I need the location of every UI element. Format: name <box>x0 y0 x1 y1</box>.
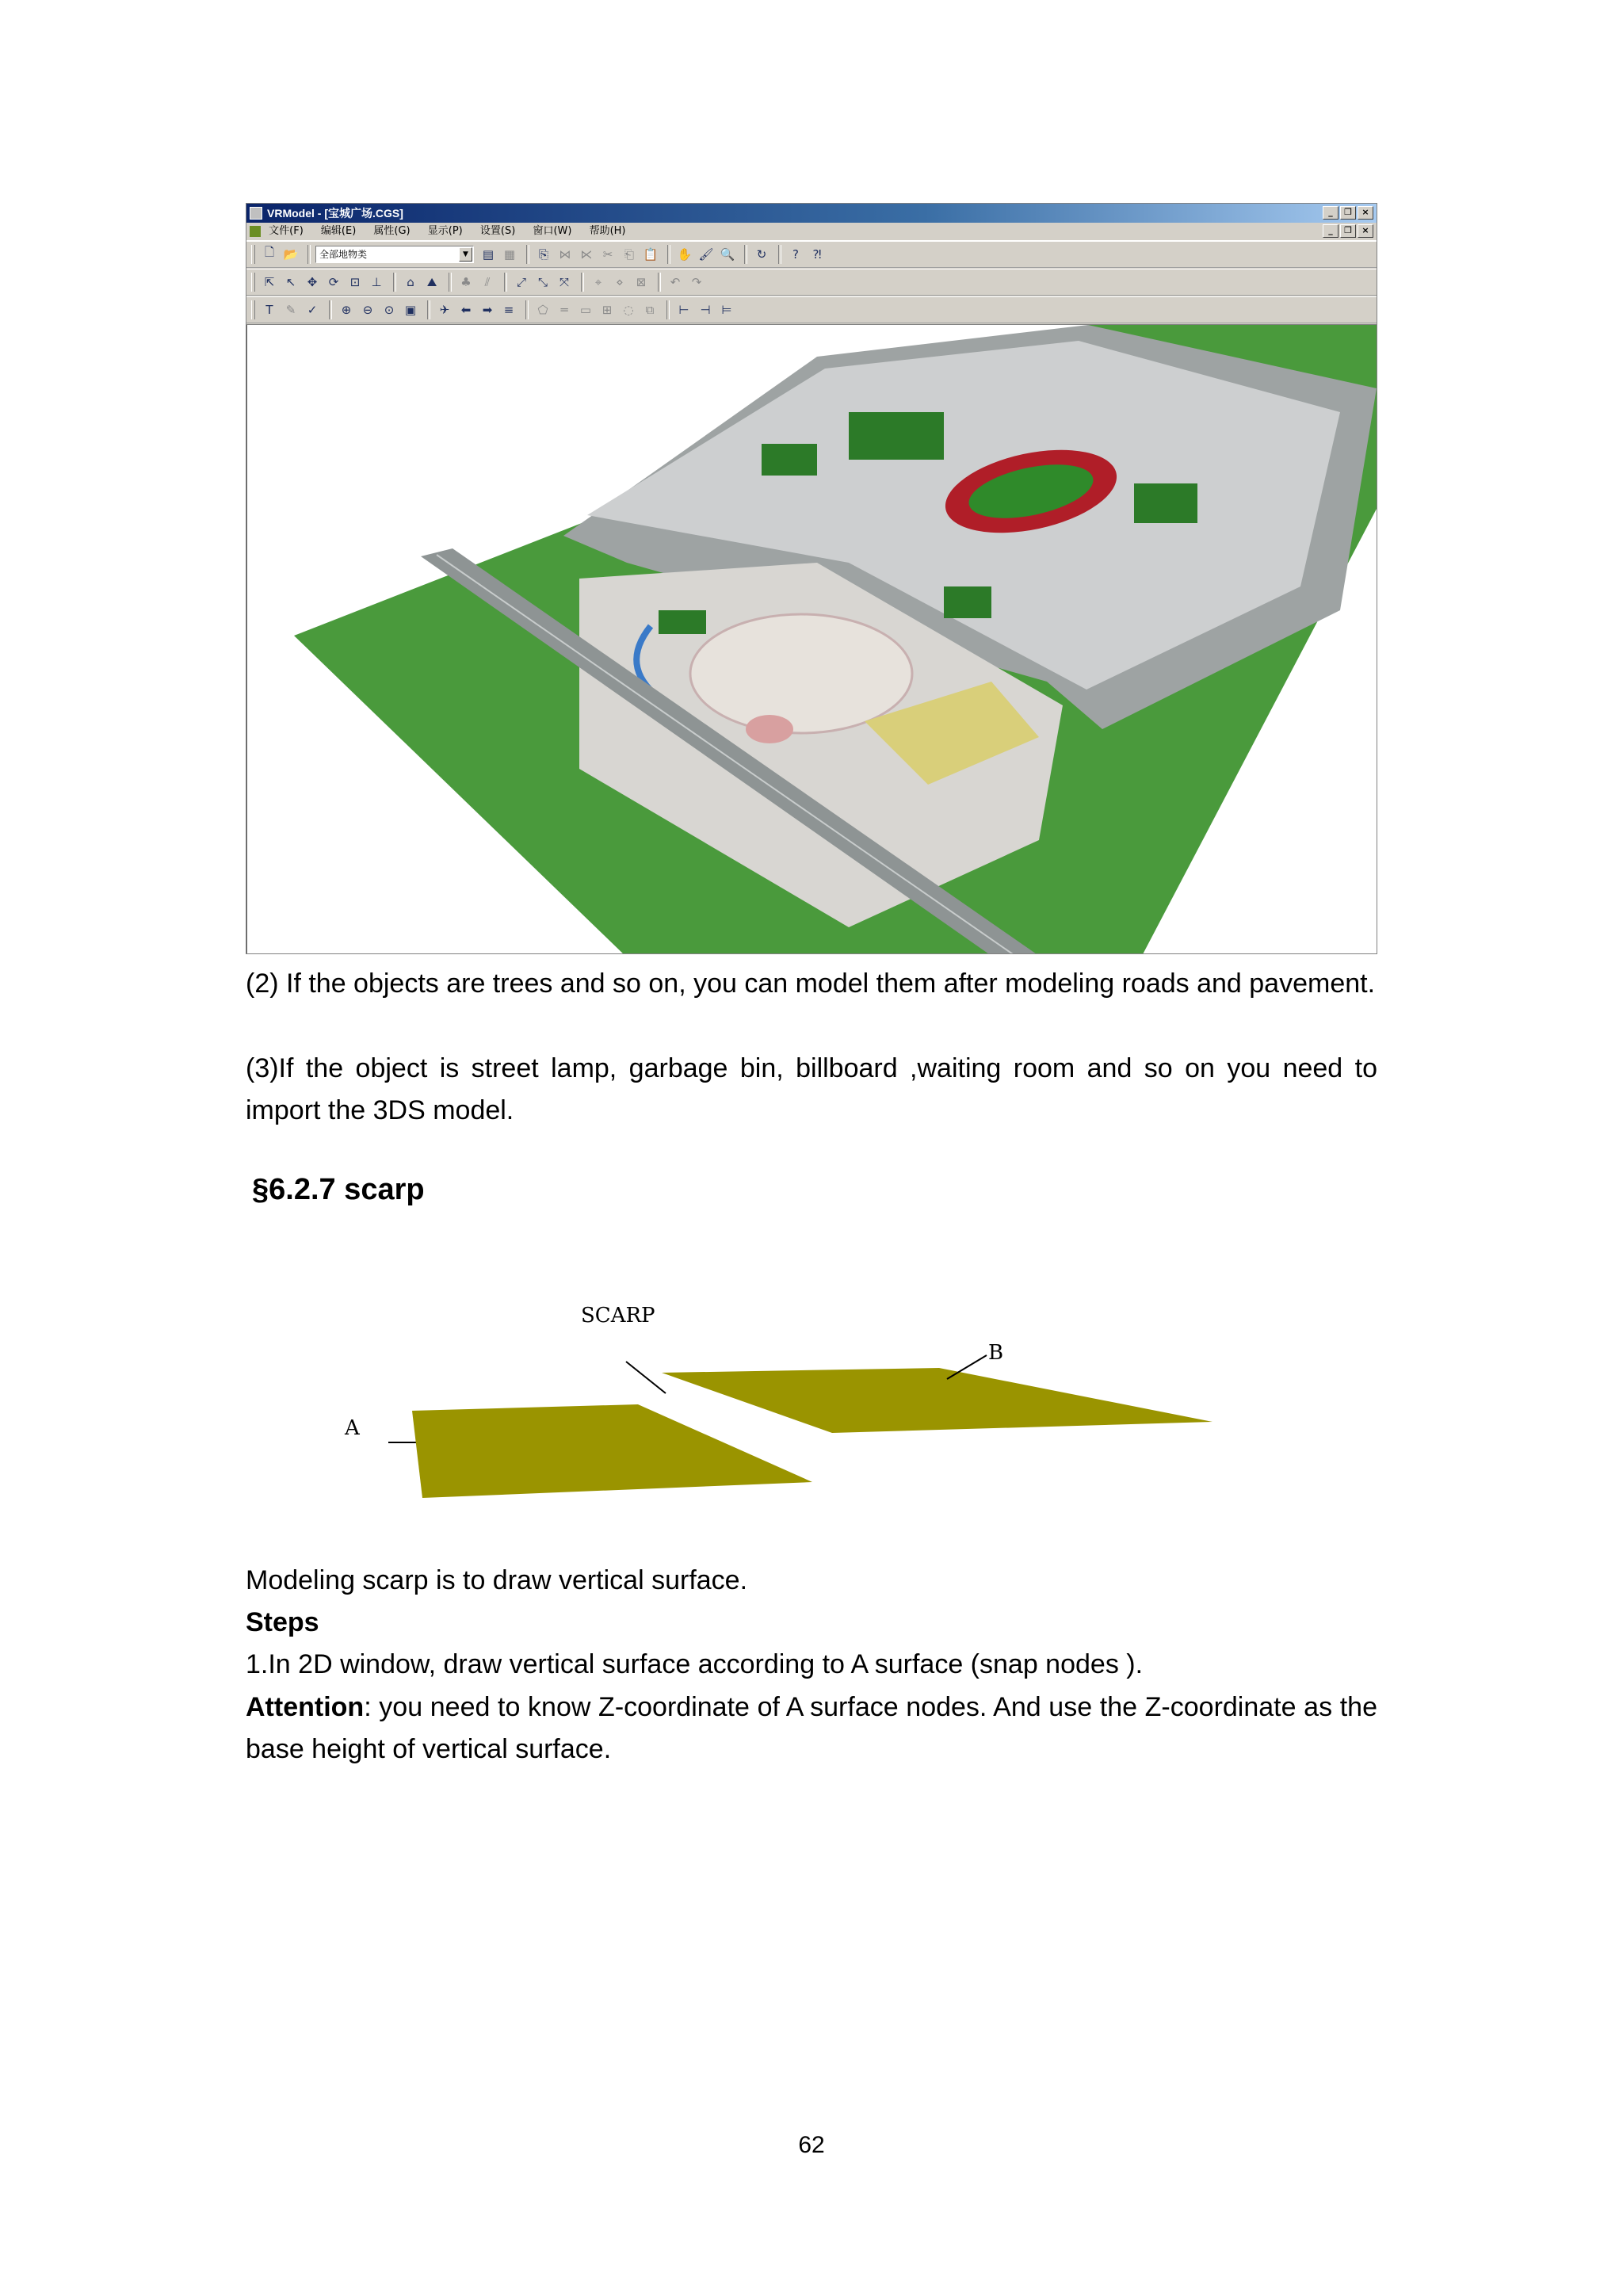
zoom-out-icon[interactable]: ⊖ <box>362 302 373 317</box>
doc-restore-button[interactable]: ❐ <box>1340 224 1356 238</box>
rotate-icon[interactable]: ⟳ <box>328 274 339 289</box>
step-1: 1.In 2D window, draw vertical surface according to A surface (snap nodes ). <box>246 1649 1144 1679</box>
measure-end-icon[interactable]: ⊣ <box>700 302 711 317</box>
toolbar-separator <box>581 273 584 292</box>
axis-x-icon[interactable]: ⤢ <box>516 274 526 289</box>
toolbar-separator <box>427 300 430 319</box>
menu-file[interactable]: 文件(F) <box>269 225 304 237</box>
menu-help[interactable]: 帮助(H) <box>589 225 626 237</box>
toolbar-separator <box>525 300 529 319</box>
menu-window[interactable]: 窗口(W) <box>533 225 572 237</box>
terrain-icon[interactable]: ⛰ <box>426 274 437 289</box>
3d-viewport[interactable] <box>246 324 1377 954</box>
doc-minimize-button[interactable]: _ <box>1323 224 1338 238</box>
copy-icon[interactable]: ⎗ <box>624 246 634 262</box>
split-icon[interactable]: ⋉ <box>580 246 593 262</box>
intro-text: Modeling scarp is to draw vertical surface. <box>246 1565 748 1595</box>
menu-settings[interactable]: 设置(S) <box>479 225 516 237</box>
undo-icon[interactable]: ↶ <box>670 274 681 289</box>
line-icon[interactable]: ═ <box>560 302 568 317</box>
toolbar-separator <box>744 245 747 264</box>
section-heading: §6.2.7 scarp <box>252 1173 425 1206</box>
paragraph-2: (2) If the objects are trees and so on, you can model them after modeling roads and pavement. <box>246 968 1376 999</box>
axis-y-icon[interactable]: ⤡ <box>537 274 548 289</box>
doc-close-button[interactable]: × <box>1358 224 1373 238</box>
menu-edit[interactable]: 编辑(E) <box>320 225 357 237</box>
toolbar-grip[interactable] <box>251 273 255 292</box>
toolbar-separator <box>667 245 670 264</box>
attention-paragraph <box>246 1687 1377 1771</box>
plaza-fountain <box>746 715 793 743</box>
toolbar-grip[interactable] <box>251 245 255 264</box>
central-plaza-circle <box>690 614 912 733</box>
zoom-in-icon[interactable]: ⊙ <box>384 302 395 317</box>
window-title: VRModel - [宝城广场.CGS] <box>267 207 403 220</box>
circle-icon[interactable]: ◌ <box>623 302 634 317</box>
pointer-icon[interactable]: ↖ <box>285 274 296 289</box>
scarp-figure <box>313 1292 1232 1518</box>
forward-arrow-icon[interactable]: ➡ <box>482 302 493 317</box>
toolbar-view <box>246 296 1377 323</box>
menu-display[interactable]: 显示(P) <box>427 225 463 237</box>
layer-manager-icon[interactable]: ▤ <box>482 246 495 262</box>
vrmodel-window <box>246 203 1377 954</box>
new-file-icon[interactable]: 🗋 <box>264 245 275 259</box>
measure-start-icon[interactable]: ⊢ <box>678 302 689 317</box>
surface-a <box>412 1404 812 1498</box>
layer-select[interactable] <box>315 246 474 263</box>
toolbar-separator <box>658 273 661 292</box>
select-arrow-icon[interactable]: ⇱ <box>264 274 275 289</box>
toolbar-separator <box>449 273 452 292</box>
toolbar-edit <box>246 269 1377 296</box>
layer-filter-icon[interactable]: ▦ <box>503 246 516 262</box>
layer-select-value: 全部地物类 <box>319 249 368 260</box>
back-arrow-icon[interactable]: ⬅ <box>460 302 472 317</box>
restore-button[interactable]: ❐ <box>1340 206 1356 220</box>
context-help-icon[interactable]: ⁈ <box>812 246 822 262</box>
city-model-render <box>246 325 1377 954</box>
toolbar-standard <box>246 241 1377 268</box>
toolbar-separator <box>504 273 507 292</box>
vertex-icon[interactable]: ⋄ <box>616 274 624 289</box>
attention-label: Attention <box>246 1692 365 1722</box>
tree-icon[interactable]: ♣ <box>460 274 472 289</box>
toolbar-separator <box>393 273 396 292</box>
full-extent-icon[interactable]: ▣ <box>404 302 417 317</box>
road-icon[interactable]: ⫽ <box>484 274 491 289</box>
menu-attribute[interactable]: 属性(G) <box>373 225 411 237</box>
attention-text: : you need to know Z-coordinate of A surface nodes. And use the Z-coordinate as the base height of vertical surface. <box>246 1692 1377 1764</box>
fly-icon[interactable]: ✈ <box>439 302 450 317</box>
align-icon[interactable]: ⊥ <box>371 274 382 289</box>
label-a: A <box>345 1416 360 1440</box>
chevron-down-icon[interactable]: ▼ <box>459 247 472 262</box>
toolbar-separator <box>329 300 332 319</box>
surface-b <box>662 1368 1212 1433</box>
export-icon[interactable]: ⎘ <box>538 246 548 262</box>
scarp-diagram <box>313 1292 1232 1514</box>
open-folder-icon[interactable]: 📂 <box>283 246 299 262</box>
polygon-icon[interactable]: ⬠ <box>537 302 548 317</box>
pan-hand-icon[interactable]: ✋ <box>677 246 693 262</box>
label-b: B <box>988 1341 1004 1365</box>
rectangle-icon[interactable]: ▭ <box>579 302 592 317</box>
zoom-window-icon[interactable]: ⊕ <box>341 302 352 317</box>
document-icon <box>250 226 261 237</box>
brush-icon[interactable]: 🖌 <box>698 246 714 262</box>
paragraph-3: (3)If the object is street lamp, garbage bin, billboard ,waiting room and so on you need to import the 3DS model. <box>246 1053 1377 1125</box>
steps-title: Steps <box>246 1607 319 1637</box>
refresh-icon[interactable]: ↻ <box>756 246 767 262</box>
app-icon <box>250 207 262 220</box>
delete-icon[interactable]: ⊠ <box>636 274 647 289</box>
redo-icon[interactable]: ↷ <box>691 274 702 289</box>
close-button[interactable]: × <box>1358 206 1373 220</box>
label-scarp: SCARP <box>581 1304 655 1328</box>
text-tool-icon[interactable]: T <box>265 302 273 317</box>
axis-z-icon[interactable]: ⤧ <box>559 274 569 289</box>
list-icon[interactable]: ≡ <box>503 302 514 317</box>
merge-icon[interactable]: ⋈ <box>559 246 571 262</box>
scale-icon[interactable]: ⊡ <box>349 274 361 289</box>
help-icon[interactable]: ? <box>792 246 799 262</box>
check-icon[interactable]: ✓ <box>307 302 318 317</box>
title-bar <box>246 204 1377 223</box>
pencil-icon[interactable]: ✎ <box>285 302 296 317</box>
extrude-icon[interactable]: ⧉ <box>645 302 655 317</box>
cut-icon[interactable]: ✂ <box>602 246 613 262</box>
toolbar-grip[interactable] <box>251 300 255 319</box>
toolbar-separator <box>307 245 311 264</box>
building-icon[interactable]: ⌂ <box>407 274 414 289</box>
minimize-button[interactable]: _ <box>1323 206 1338 220</box>
measure-height-icon[interactable]: ⊨ <box>721 302 732 317</box>
page-number: 62 <box>798 2132 825 2158</box>
move-icon[interactable]: ✥ <box>307 274 318 289</box>
zoom-icon[interactable]: 🔍 <box>720 246 735 262</box>
scarp-pointer-line <box>626 1362 666 1393</box>
toolbar-separator <box>778 245 781 264</box>
paste-icon[interactable]: 📋 <box>643 246 659 262</box>
snap-icon[interactable]: ⌖ <box>594 274 602 289</box>
menu-bar <box>246 223 1377 241</box>
grid-icon[interactable]: ⊞ <box>601 302 613 317</box>
toolbar-separator <box>526 245 529 264</box>
toolbar-separator <box>666 300 670 319</box>
